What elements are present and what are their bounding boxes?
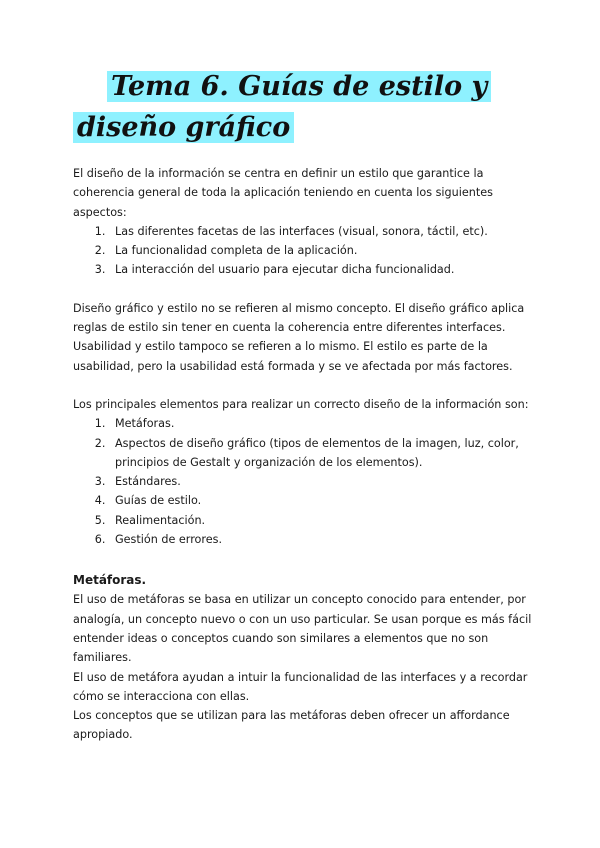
- title-line-2: diseño gráfico: [73, 112, 294, 143]
- spacer: [73, 280, 533, 299]
- list-item: 4. Guías de estilo.: [109, 491, 533, 510]
- list-item: 1. Metáforas.: [109, 414, 533, 433]
- section-heading: Metáforas.: [73, 573, 147, 588]
- list-item: 2. Aspectos de diseño gráfico (tipos de elementos de la imagen, luz, color, principios de Gestalt y organización de los elementos).: [109, 434, 533, 473]
- spacer: [73, 549, 533, 568]
- list-item: 1. Las diferentes facetas de las interfaces (visual, sonora, táctil, etc).: [109, 222, 533, 241]
- aspects-list: [73, 222, 533, 280]
- elements-list: [73, 414, 533, 549]
- title-line-1: Tema 6. Guías de estilo y: [107, 71, 491, 102]
- style-paragraph: Diseño gráfico y estilo no se refieren al mismo concepto. El diseño gráfico aplica reglas de estilo sin tener en cuenta la coherencia entre diferentes interfaces. Usabilidad y estilo tampoco se refieren a lo mismo. El estilo es parte de la usabilidad, pero la usabilidad está formada y se ve afectada por más factores.: [73, 301, 525, 373]
- metaphor-paragraph-3: Los conceptos que se utilizan para las metáforas deben ofrecer un affordance apropiado.: [73, 709, 510, 742]
- page-title: [73, 66, 533, 148]
- list-item: 5. Realimentación.: [109, 511, 533, 530]
- intro-paragraph: El diseño de la información se centra en definir un estilo que garantice la coherencia general de toda la aplicación teniendo en cuenta los siguientes aspectos:: [73, 167, 493, 219]
- list-item: 6. Gestión de errores.: [109, 530, 533, 549]
- document-page: [73, 66, 533, 745]
- metaphor-paragraph-2: El uso de metáfora ayudan a intuir la funcionalidad de las interfaces y a recordar cómo se interacciona con ellas.: [73, 670, 528, 703]
- list-item: 3. La interacción del usuario para ejecutar dicha funcionalidad.: [109, 260, 533, 279]
- list-item: 2. La funcionalidad completa de la aplicación.: [109, 241, 533, 260]
- metaphor-paragraph-1: El uso de metáforas se basa en utilizar un concepto conocido para entender, por analogía, un concepto nuevo o con un uso particular. Se usan porque es más fácil entender ideas o conceptos cuando son similares a elementos que no son familiares.: [73, 593, 532, 665]
- list-item: 3. Estándares.: [109, 472, 533, 491]
- elements-intro-paragraph: Los principales elementos para realizar un correcto diseño de la información son:: [73, 397, 529, 411]
- spacer: [73, 376, 533, 395]
